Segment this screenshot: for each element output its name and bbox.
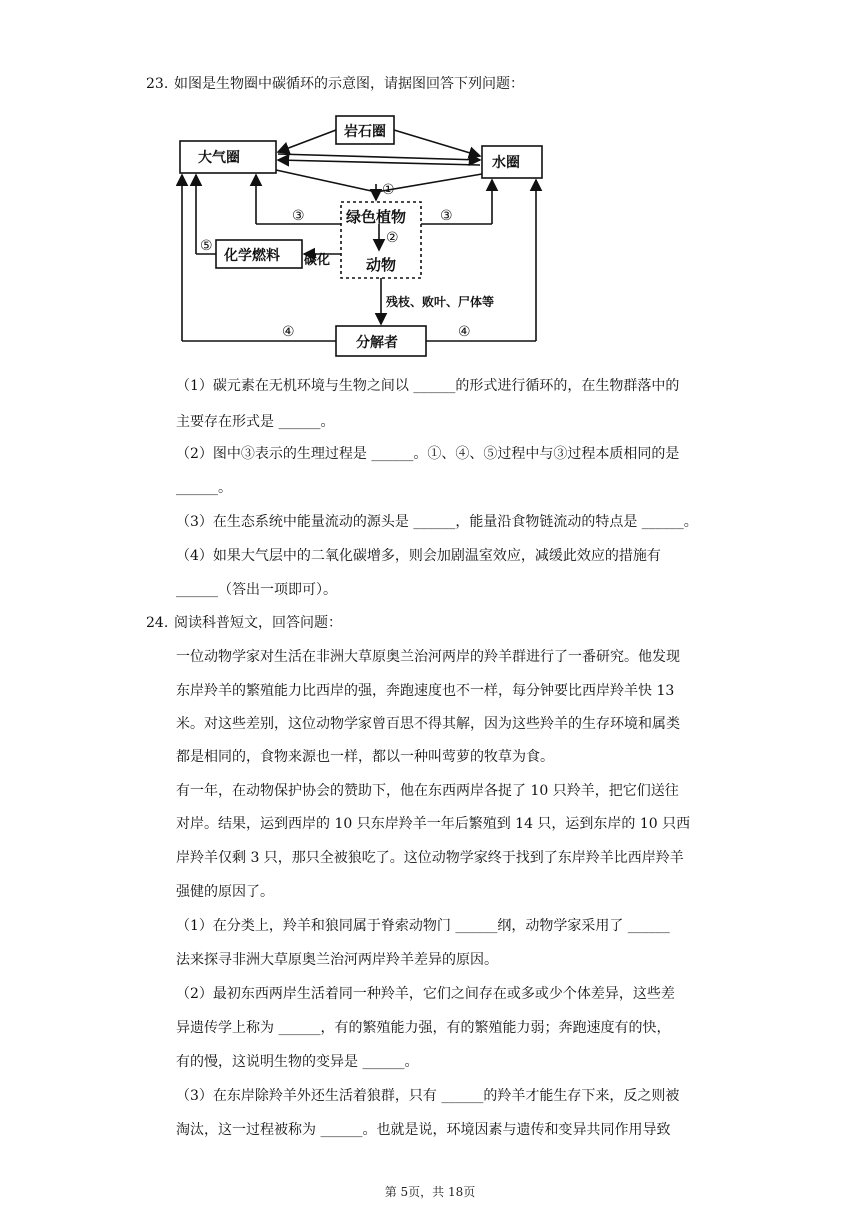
question-23-number: 23.: [146, 76, 169, 92]
q23-line-6: （4）如果大气层中的二氧化碳增多，则会加剧温室效应，减缓此效应的措施有: [176, 548, 661, 564]
q23-line-2: 主要存在形式是 ______。: [176, 414, 335, 430]
hydrosphere-label: 水圈: [492, 155, 520, 171]
marker-3-right: ③: [440, 208, 453, 224]
q24-line-11: （2）最初东西两岸生活着同一种羚羊，它们之间存在或多或少个体差异，这些差: [176, 986, 675, 1002]
q24-line-7: 岸羚羊仅剩 3 只，那只全被狼吃了。这位动物学家终于找到了东岸羚羊比西岸羚羊: [176, 850, 684, 866]
q24-line-15: 淘汰，这一过程被称为 ______。也就是说，环境因素与遗传和变异共同作用导致: [176, 1122, 671, 1138]
marker-4-left: ④: [282, 324, 295, 340]
page-footer: 第 5页，共 18页: [384, 1185, 476, 1199]
q24-line-8: 强健的原因了。: [176, 884, 274, 900]
fossil-fuel-label: 化学燃料: [224, 248, 280, 264]
animals-label: 动物: [366, 256, 397, 274]
q23-line-5: （3）在生态系统中能量流动的源头是 ______，能量沿食物链流动的特点是 ______。: [176, 514, 698, 530]
q24-line-6: 对岸。结果，运到西岸的 10 只东岸羚羊一年后繁殖到 14 只，运到东岸的 10 只西: [176, 816, 691, 832]
marker-5: ⑤: [200, 238, 213, 254]
marker-3-left: ③: [292, 208, 305, 224]
q24-line-5: 有一年，在动物保护协会的赞助下，他在东西两岸各捉了 10 只羚羊，把它们送往: [176, 783, 679, 799]
marker-1: ①: [382, 182, 395, 198]
marker-4-right: ④: [458, 324, 471, 340]
carbon-cycle-diagram: [176, 108, 556, 364]
q24-line-3: 米。对这些差别，这位动物学家曾百思不得其解，因为这些羚羊的生存环境和属类: [176, 716, 680, 732]
q24-line-2: 东岸羚羊的繁殖能力比西岸的强，奔跑速度也不一样，每分钟要比西岸羚羊快 13: [176, 683, 675, 699]
q23-line-7: ______（答出一项即可）。: [176, 582, 337, 598]
q24-line-14: （3）在东岸除羚羊外还生活着狼群，只有 ______的羚羊才能生存下来，反之则被: [176, 1088, 680, 1104]
question-24-intro: 阅读科普短文，回答问题：: [174, 615, 342, 631]
q24-line-12: 异遗传学上称为 ______，有的繁殖能力强，有的繁殖能力弱；奔跑速度有的快，: [176, 1020, 671, 1036]
question-24-number: 24.: [146, 615, 169, 631]
green-plants-label: 绿色植物: [346, 208, 407, 226]
q24-line-1: 一位动物学家对生活在非洲大草原奥兰治河两岸的羚羊群进行了一番研究。他发现: [176, 649, 680, 665]
marker-2: ②: [386, 230, 399, 246]
q24-line-4: 都是相同的，食物来源也一样，都以一种叫莺萝的牧草为食。: [176, 749, 554, 765]
question-23-intro: 如图是生物圈中碳循环的示意图，请据图回答下列问题：: [174, 76, 524, 92]
residue-label: 残枝、败叶、尸体等: [386, 295, 495, 309]
q24-line-13: 有的慢，这说明生物的变异是 ______。: [176, 1054, 419, 1070]
q23-line-1: （1）碳元素在无机环境与生物之间以 ______的形式进行循环的，在生物群落中的: [176, 378, 680, 394]
atmosphere-label: 大气圈: [198, 150, 240, 166]
q23-line-4: ______。: [176, 480, 232, 496]
q24-line-10: 法来探寻非洲大草原奥兰治河两岸羚羊差异的原因。: [176, 952, 498, 968]
q23-line-3: （2）图中③表示的生理过程是 ______。①、④、⑤过程中与③过程本质相同的是: [176, 446, 680, 462]
carbonize-label: 碳化: [304, 253, 331, 268]
decomposer-label: 分解者: [356, 335, 398, 351]
rock-sphere-label: 岩石圈: [344, 124, 386, 140]
q24-line-9: （1）在分类上，羚羊和狼同属于脊索动物门 ______纲，动物学家采用了 ______: [176, 918, 670, 934]
